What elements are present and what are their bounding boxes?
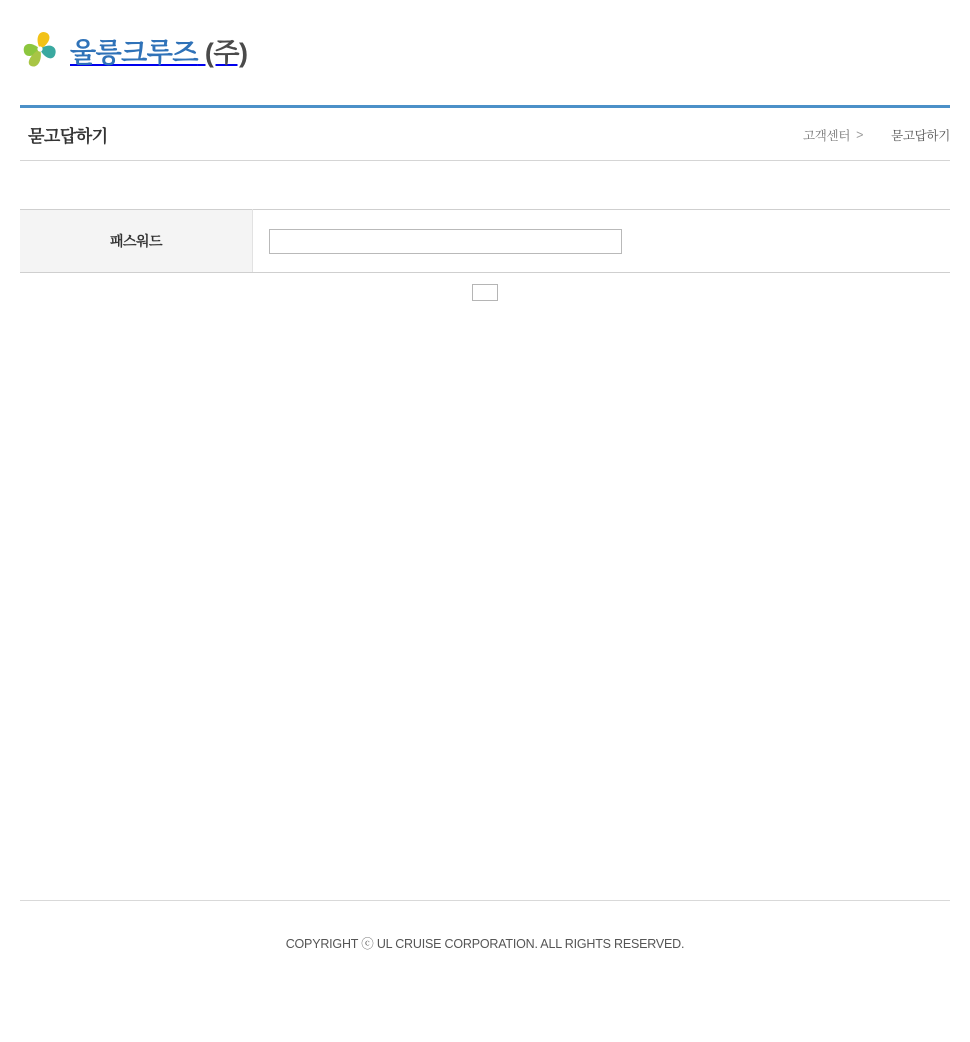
site-logo-text — [70, 31, 248, 70]
submit-button[interactable] — [472, 284, 498, 301]
password-field-cell — [253, 210, 951, 273]
breadcrumb-parent[interactable]: 고객센터 — [803, 129, 851, 143]
logo-text-suffix: (주) — [197, 37, 248, 68]
breadcrumb — [803, 126, 950, 144]
table-row — [20, 210, 950, 273]
page-title-bar — [20, 105, 950, 161]
site-logo-link[interactable] — [20, 28, 248, 72]
password-input[interactable] — [269, 229, 622, 254]
password-form-table — [20, 209, 950, 273]
breadcrumb-separator-icon: > — [856, 128, 864, 142]
main-content — [20, 209, 950, 305]
breadcrumb-current: 묻고답하기 — [891, 129, 950, 143]
password-label: 패스워드 — [20, 210, 253, 273]
copyright-text: COPYRIGHT ⓒ UL CRUISE CORPORATION. ALL RIGHTS RESERVED. — [285, 937, 685, 951]
pinwheel-flower-logo-icon — [20, 28, 60, 72]
site-footer — [0, 900, 970, 952]
page-title: 묻고답하기 — [28, 127, 108, 146]
site-header — [0, 0, 970, 105]
form-button-row — [20, 273, 950, 305]
logo-text-main: 울릉크루즈 — [70, 37, 198, 68]
